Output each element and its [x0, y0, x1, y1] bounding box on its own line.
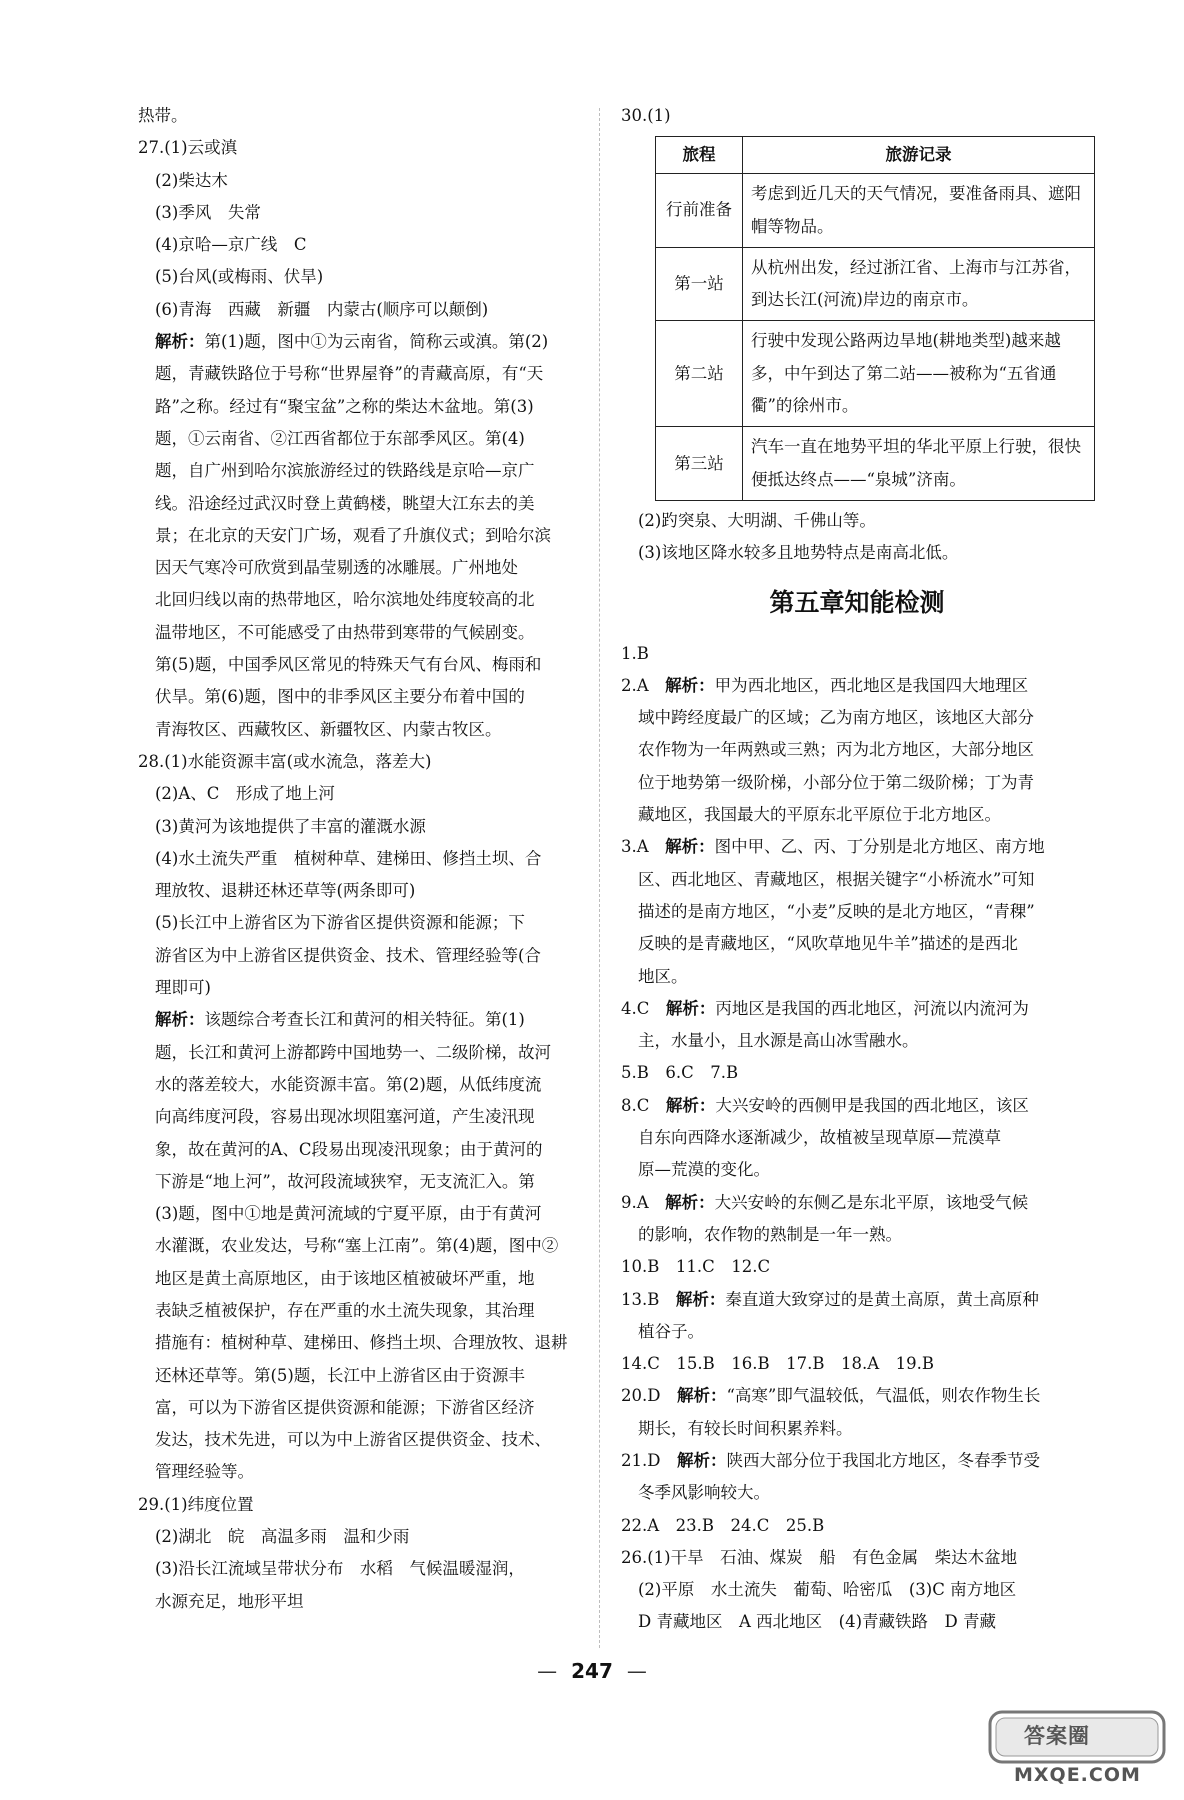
explanation-label: 解析： — [155, 1010, 205, 1030]
text-line: (2)平原 水土流失 葡萄、哈密瓜 (3)C 南方地区 — [638, 1580, 1017, 1600]
text-line: (3)沿长江流域呈带状分布 水稻 气候温暖湿润， — [155, 1559, 525, 1579]
explanation-label: 解析： — [665, 998, 716, 1018]
text-line: 热带。 — [138, 106, 188, 125]
text-line: (5)长江中上游省区为下游省区提供资源和能源；下 — [155, 913, 525, 933]
text-line: 理放牧、退耕还林还草等(两条即可) — [155, 881, 416, 901]
text-line: 植谷子。 — [638, 1321, 704, 1341]
text-line: 区、西北地区、青藏地区，根据关键字“小桥流水”可知 — [638, 869, 1035, 889]
text-line: 向高纬度河段，容易出现冰坝阻塞河道，产生凌汛现 — [155, 1107, 535, 1127]
table-row — [656, 427, 1095, 501]
explanation-text: 甲为西北地区，西北地区是我国四大地理区 — [714, 675, 1029, 695]
text-line: 题，自广州到哈尔滨旅游经过的铁路线是京哈—京广 — [155, 461, 535, 481]
table-row — [656, 174, 1095, 248]
text-line: 温带地区，不可能感受了由热带到寒带的气候剧变。 — [155, 622, 535, 642]
page-dash-right: — — [626, 1659, 647, 1683]
text-line: 题，长江和黄河上游都跨中国地势一、二级阶梯，故河 — [155, 1042, 551, 1062]
site-watermark-logo — [984, 1708, 1170, 1792]
text-line: 伏旱。第(6)题，图中的非季风区主要分布着中国的 — [155, 687, 525, 707]
text-line: 路”之称。经过有“聚宝盆”之称的柴达木盆地。第(3) — [155, 396, 534, 416]
explanation-label: 解析： — [665, 1192, 715, 1212]
explanation-text: 第(1)题，图中①为云南省，简称云或滇。第(2) — [204, 332, 549, 352]
text-line: D 青藏地区 A 西北地区 (4)青藏铁路 D 青藏 — [638, 1612, 996, 1632]
text-line — [621, 670, 1093, 702]
text-line: 还林还草等。第(5)题，长江中上游省区由于资源丰 — [155, 1365, 525, 1385]
stage-cell: 行前准备 — [656, 174, 743, 248]
text-line: 藏地区，我国最大的平原东北平原位于北方地区。 — [638, 805, 1001, 825]
explanation-text: 秦直道大致穿过的是黄土高原，黄土高原种 — [725, 1289, 1039, 1309]
text-line: 地区。 — [638, 966, 688, 986]
explanation-label: 解析： — [675, 1289, 726, 1309]
explanation-text: “高寒”即气温较低，气温低，则农作物生长 — [726, 1386, 1041, 1406]
text-line: 象，故在黄河的A、C段易出现凌汛现象；由于黄河的 — [155, 1139, 543, 1159]
explanation-label: 解析： — [665, 675, 715, 695]
text-line: 14.C 15.B 16.B 17.B 18.A 19.B — [621, 1354, 934, 1374]
left-column — [138, 100, 606, 1618]
text-line: (3)季风 失常 — [155, 202, 261, 222]
text-line — [621, 1284, 1093, 1316]
text-line: 游省区为中上游省区提供资金、技术、管理经验等(合 — [155, 945, 541, 965]
answer-prefix: 4.C — [621, 998, 666, 1018]
answer-prefix: 20.D — [621, 1386, 677, 1406]
text-line: 管理经验等。 — [155, 1462, 254, 1482]
text-line — [621, 1187, 1093, 1219]
text-line: 冬季风影响较大。 — [638, 1483, 770, 1503]
record-cell: 从杭州出发，经过浙江省、上海市与江苏省，到达长江(河流)岸边的南京市。 — [743, 247, 1095, 321]
text-line: 下游是“地上河”，故河段流域狭窄，无支流汇入。第 — [155, 1171, 535, 1191]
stage-cell: 第三站 — [656, 427, 743, 501]
text-line: (2)湖北 皖 高温多雨 温和少雨 — [155, 1527, 410, 1547]
page-number-text: 247 — [571, 1659, 613, 1683]
text-line: 28.(1)水能资源丰富(或水流急，落差大) — [138, 751, 432, 771]
right-column — [621, 100, 1093, 1639]
text-line: 22.A 23.B 24.C 25.B — [621, 1515, 825, 1535]
text-line: (3)题，图中①地是黄河流域的宁夏平原，由于有黄河 — [155, 1204, 542, 1224]
explanation-text: 大兴安岭的西侧甲是我国的西北地区，该区 — [715, 1095, 1029, 1115]
text-line: 27.(1)云或滇 — [138, 138, 238, 158]
text-line — [138, 326, 606, 358]
text-line: 富，可以为下游省区提供资源和能源；下游省区经济 — [155, 1397, 535, 1417]
explanation-label: 解析： — [665, 1095, 716, 1115]
explanation-label: 解析： — [155, 332, 205, 352]
text-line: 青海牧区、西藏牧区、新疆牧区、内蒙古牧区。 — [155, 719, 502, 739]
explanation-label: 解析： — [665, 837, 715, 857]
text-line: (4)水土流失严重 植树种草、建梯田、修挡土坝、合 — [155, 848, 542, 868]
text-line: (5)台风(或梅雨、伏旱) — [155, 267, 324, 287]
text-line — [621, 831, 1093, 863]
text-line: 29.(1)纬度位置 — [138, 1494, 254, 1514]
explanation-text: 大兴安岭的东侧乙是东北平原，该地受气候 — [714, 1192, 1029, 1212]
text-line: 主，水量小，且水源是高山冰雪融水。 — [638, 1031, 919, 1051]
text-line: 位于地势第一级阶梯，小部分位于第二级阶梯；丁为青 — [638, 772, 1034, 792]
question-30-label: 30.(1) — [621, 106, 671, 125]
text-line — [621, 1380, 1093, 1412]
text-line: 表缺乏植被保护，存在严重的水土流失现象，其治理 — [155, 1300, 535, 1320]
record-cell: 考虑到近几天的天气情况，要准备雨具、遮阳帽等物品。 — [743, 174, 1095, 248]
header-stage: 旅程 — [656, 137, 743, 174]
text-line: 水的落差较大，水能资源丰富。第(2)题，从低纬度流 — [155, 1074, 542, 1094]
text-line: 北回归线以南的热带地区，哈尔滨地处纬度较高的北 — [155, 590, 535, 610]
explanation-text: 该题综合考查长江和黄河的相关特征。第(1) — [204, 1010, 525, 1030]
answer-prefix: 2.A — [621, 675, 666, 695]
text-line: 农作物为一年两熟或三熟；丙为北方地区，大部分地区 — [638, 740, 1034, 760]
text-line: 措施有：植树种草、建梯田、修挡土坝、合理放牧、退耕 — [155, 1333, 568, 1353]
column-divider — [599, 108, 600, 1648]
text-line: (3)黄河为该地提供了丰富的灌溉水源 — [155, 816, 426, 836]
explanation-text: 陕西大部分位于我国北方地区，冬春季节受 — [726, 1450, 1040, 1470]
explanation-text: 图中甲、乙、丙、丁分别是北方地区、南方地 — [714, 837, 1045, 857]
text-line: 的影响，农作物的熟制是一年一熟。 — [638, 1224, 902, 1244]
text-line: 题，青藏铁路位于号称“世界屋脊”的青藏高原，有“天 — [155, 364, 544, 384]
text-line: 第(5)题，中国季风区常见的特殊天气有台风、梅雨和 — [155, 655, 542, 675]
text-line: 发达，技术先进，可以为中上游省区提供资金、技术、 — [155, 1430, 551, 1450]
text-line — [621, 1445, 1093, 1477]
text-line: 1.B — [621, 643, 649, 663]
text-line: 水灌溉，农业发达，号称“塞上江南”。第(4)题，图中② — [155, 1236, 559, 1256]
page-dash-left: — — [537, 1659, 558, 1683]
travel-record-table — [655, 136, 1095, 501]
text-line: 景；在北京的天安门广场，观看了升旗仪式；到哈尔滨 — [155, 525, 551, 545]
text-line: 因天气寒冷可欣赏到晶莹剔透的冰雕展。广州地处 — [155, 558, 518, 578]
answer-prefix: 3.A — [621, 837, 666, 857]
text-line: (3)该地区降水较多且地势特点是南高北低。 — [638, 543, 959, 563]
answer-prefix: 9.A — [621, 1192, 666, 1212]
text-line: 线。沿途经过武汉时登上黄鹤楼，眺望大江东去的美 — [155, 493, 535, 513]
table-row — [656, 321, 1095, 427]
text-line: 题，①云南省、②江西省都位于东部季风区。第(4) — [155, 428, 525, 448]
chapter-title: 第五章知能检测 — [769, 587, 945, 617]
text-line — [621, 1090, 1093, 1122]
explanation-label: 解析： — [676, 1386, 727, 1406]
text-line: 10.B 11.C 12.C — [621, 1257, 771, 1277]
record-cell: 行驶中发现公路两边旱地(耕地类型)越来越多，中午到达了第二站——被称为“五省通衢”的徐州市。 — [743, 321, 1095, 427]
text-line — [138, 1004, 606, 1036]
page-number — [0, 1659, 1184, 1683]
text-line: 原—荒漠的变化。 — [638, 1160, 770, 1180]
text-line: 反映的是青藏地区，“风吹草地见牛羊”描述的是西北 — [638, 934, 1018, 954]
text-line — [621, 993, 1093, 1025]
text-line: 地区是黄土高原地区，由于该地区植被破坏严重，地 — [155, 1268, 535, 1288]
table-row — [656, 247, 1095, 321]
header-record: 旅游记录 — [743, 137, 1095, 174]
text-line: (2)柴达木 — [155, 170, 228, 190]
text-line: 域中跨经度最广的区域；乙为南方地区，该地区大部分 — [638, 708, 1034, 728]
text-line: 理即可) — [155, 978, 211, 998]
text-line: (4)京哈—京广线 C — [155, 235, 307, 255]
text-line: 期长，有较长时间积累养料。 — [638, 1418, 853, 1438]
record-cell: 汽车一直在地势平坦的华北平原上行驶，很快便抵达终点——“泉城”济南。 — [743, 427, 1095, 501]
answer-prefix: 8.C — [621, 1095, 666, 1115]
text-line: 描述的是南方地区，“小麦”反映的是北方地区，“青稞” — [638, 901, 1035, 921]
text-line: (6)青海 西藏 新疆 内蒙古(顺序可以颠倒) — [155, 299, 489, 319]
text-line: 自东向西降水逐渐减少，故植被呈现草原—荒漠草 — [638, 1128, 1001, 1148]
watermark-line1: 答案圈 — [1024, 1724, 1090, 1748]
stage-cell: 第二站 — [656, 321, 743, 427]
answer-prefix: 21.D — [621, 1450, 677, 1470]
explanation-text: 丙地区是我国的西北地区，河流以内流河为 — [715, 998, 1029, 1018]
explanation-label: 解析： — [676, 1450, 727, 1470]
text-line: (2)A、C 形成了地上河 — [155, 784, 335, 804]
text-line: 26.(1)干旱 石油、煤炭 船 有色金属 柴达木盆地 — [621, 1547, 1018, 1567]
text-line: 水源充足，地形平坦 — [155, 1591, 304, 1611]
stage-cell: 第一站 — [656, 247, 743, 321]
watermark-line2: MXQE.COM — [1014, 1764, 1141, 1786]
table-header-row — [656, 137, 1095, 174]
answer-prefix: 13.B — [621, 1289, 676, 1309]
text-line: 5.B 6.C 7.B — [621, 1063, 739, 1083]
text-line: (2)趵突泉、大明湖、千佛山等。 — [638, 510, 876, 530]
